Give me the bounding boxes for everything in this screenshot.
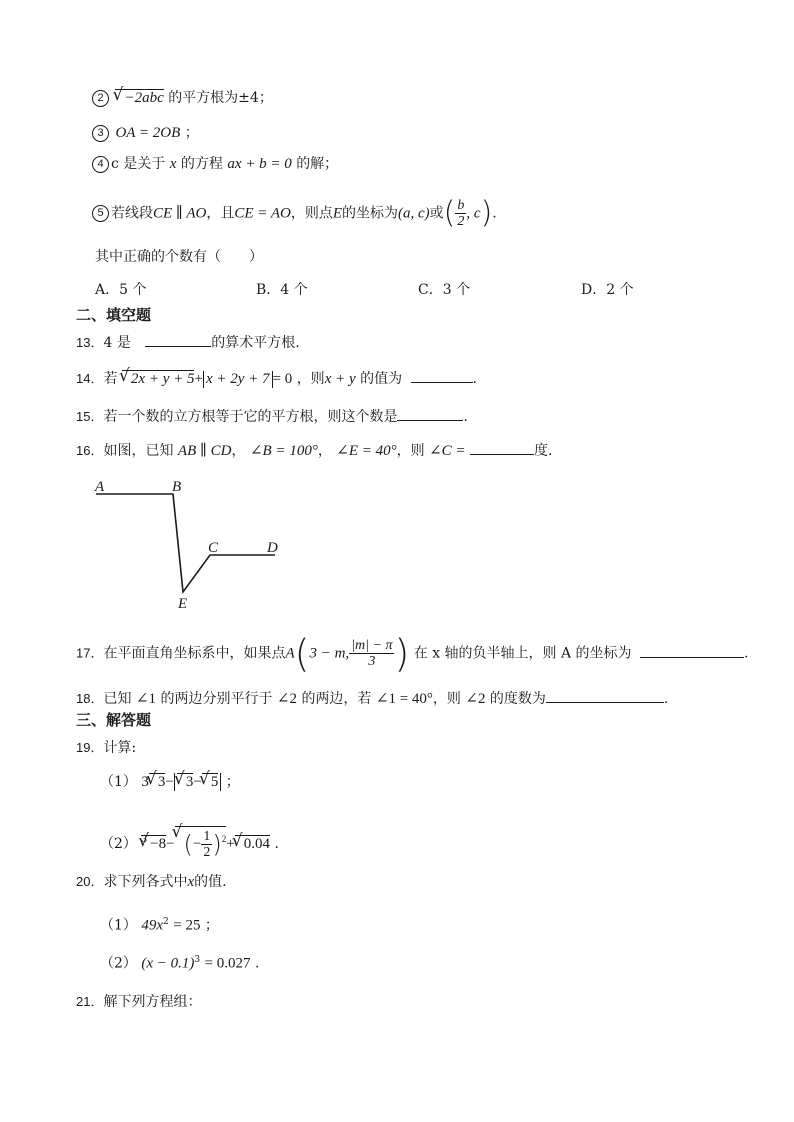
math-point: A <box>285 645 295 662</box>
question-text: 的值为 <box>360 371 403 387</box>
question-15 <box>76 406 468 427</box>
question-text: 解下列方程组： <box>103 994 202 1010</box>
statement-text: 的平方根为±4； <box>168 90 273 106</box>
statement-2 <box>92 88 273 108</box>
paren-right: ) <box>394 631 410 676</box>
math-expr: 3 − m, <box>309 645 350 662</box>
question-text: 已知 <box>103 691 132 707</box>
question-number: 16． <box>76 443 104 458</box>
math-abs <box>174 773 221 791</box>
answer-blank[interactable] <box>470 440 534 455</box>
statement-text: c 是关于 <box>111 156 166 172</box>
math-expr: ∠B = 100° <box>249 443 318 459</box>
question-text: 度. <box>534 443 553 459</box>
question-17 <box>76 631 749 676</box>
question-text: 的度数为 <box>489 691 546 707</box>
question-number: 18． <box>76 691 104 706</box>
root-index: 3 <box>141 835 148 846</box>
question-19 <box>76 738 136 758</box>
math-expr: (x − 0.1) <box>141 955 195 972</box>
math-op: − <box>193 774 202 790</box>
math-coord: (a, c) <box>398 205 430 222</box>
math-sqrt: √ 2x + y + 5 <box>122 370 195 387</box>
math-cbrt: √ −8 <box>141 835 166 852</box>
question-text: 的算术平方根. <box>211 335 300 351</box>
circled-number: 5 <box>92 205 109 222</box>
question-text: 在 x 轴的负半轴上，则 A 的坐标为 <box>413 645 632 662</box>
paren-left: ( <box>183 830 193 859</box>
statement-text: ； <box>184 125 199 141</box>
math-angle: ∠2 <box>276 691 297 707</box>
math-fraction <box>455 198 466 229</box>
math-sqrt: √ −2abc <box>115 89 163 106</box>
math-angle: ∠1 <box>135 691 156 707</box>
question-text: 的两边分别平行于 <box>160 691 273 707</box>
answer-blank[interactable] <box>411 368 473 383</box>
statement-text: ，且 <box>206 205 235 222</box>
question-text: 在平面直角坐标系中，如果点 <box>103 645 286 662</box>
question-text: ，则 <box>296 371 325 387</box>
question-text: 若 <box>103 371 118 387</box>
math-coord: , c <box>466 205 481 222</box>
option-a: A．5 个 <box>95 282 147 298</box>
math-expr: ax + b = 0 <box>227 156 292 172</box>
denominator: 2 <box>203 845 211 860</box>
numerator: b <box>457 198 465 213</box>
math-var: E <box>332 205 343 222</box>
question-text: 的两边，若 <box>301 691 372 707</box>
question-number: 19． <box>76 740 104 755</box>
section-title-solve: 三、解答题 <box>76 712 152 729</box>
question-text: 的值. <box>194 874 227 890</box>
math-expr: AB ∥ CD <box>177 443 232 459</box>
math-abs: x + 2y + 7 <box>203 371 273 388</box>
question-20 <box>76 872 227 892</box>
answer-blank[interactable] <box>546 688 664 703</box>
label-c: C <box>208 540 219 556</box>
exponent: 2 <box>221 833 227 844</box>
question-21 <box>76 992 201 1012</box>
question-19-part-2 <box>100 826 279 860</box>
statement-text: 的坐标为 <box>342 205 399 222</box>
math-op: − <box>192 835 202 852</box>
part-label: （2） <box>100 835 137 852</box>
statement-text: 或 <box>429 205 444 222</box>
question-text: 计算: <box>103 740 137 756</box>
math-expr: 49x <box>141 917 164 934</box>
statement-text: . <box>492 205 497 222</box>
statement-4 <box>92 154 338 174</box>
math-op: + <box>194 371 203 387</box>
circled-number: 3 <box>92 125 109 142</box>
exponent: 3 <box>194 955 201 965</box>
paren-right: ) <box>212 830 222 859</box>
question-20-part-1 <box>100 912 219 936</box>
math-sqrt: √ 3 <box>177 773 194 790</box>
paren-right: ) <box>480 195 493 231</box>
section-title-fill-blank: 二、填空题 <box>76 307 152 324</box>
math-expr: = 25 <box>173 917 201 934</box>
math-expr: CE ∥ AO <box>153 205 207 222</box>
label-d: D <box>267 540 278 556</box>
circled-number: 2 <box>92 90 109 107</box>
math-expr: CE = AO <box>234 205 291 222</box>
question-text: ，则 <box>432 691 461 707</box>
answer-blank[interactable] <box>640 643 744 658</box>
question-number: 14． <box>76 371 104 386</box>
question-20-part-2 <box>100 950 259 974</box>
math-op: − <box>166 835 175 852</box>
math-expr: x + y <box>324 371 356 387</box>
math-sqrt <box>175 826 227 860</box>
question-19-part-1 <box>100 772 240 792</box>
question-number: 21． <box>76 994 104 1009</box>
math-op: + <box>226 835 235 852</box>
question-text: . <box>663 691 669 707</box>
math-coef: 3 <box>141 774 149 790</box>
question-13 <box>76 332 300 353</box>
math-fraction <box>201 829 212 860</box>
punct: ； <box>204 917 219 934</box>
statement-text: 的方程 <box>180 156 223 172</box>
figure-lines <box>96 494 275 592</box>
part-label: （1） <box>100 774 137 790</box>
question-number: 17． <box>76 645 104 661</box>
question-18 <box>76 688 668 709</box>
exponent: 2 <box>163 917 169 927</box>
question-text: . <box>463 409 468 425</box>
math-var: x <box>187 874 195 890</box>
question-text: . <box>472 371 477 387</box>
statement-text: 若线段 <box>111 205 153 222</box>
numerator: 1 <box>203 829 211 844</box>
question-text: 4 是 <box>103 335 131 351</box>
statement-5 <box>92 195 497 231</box>
question-16: 16．如图，已知 AB ∥ CD， ∠B = 100°， ∠E = 40°，则 ∠C = 度. <box>76 440 552 461</box>
label-b: B <box>172 479 182 495</box>
question-number: 20． <box>76 874 104 889</box>
question-text: . <box>744 645 749 662</box>
math-op: = 0 <box>272 371 293 387</box>
math-sqrt: √ 5 <box>202 773 219 790</box>
geometry-figure <box>80 470 300 615</box>
math-sqrt: √ 3 <box>149 773 166 790</box>
question-number: 15． <box>76 409 104 424</box>
statement-text: 的解； <box>296 156 339 172</box>
denominator: 2 <box>457 214 465 229</box>
statement-3 <box>92 123 199 143</box>
label-e: E <box>178 596 188 612</box>
punct: ； <box>225 774 240 790</box>
question-text: 如图，已知 <box>103 443 174 459</box>
option-b: B．4 个 <box>256 282 308 298</box>
math-expr: = 0.027 <box>204 955 251 972</box>
question-number: 13． <box>76 335 104 350</box>
math-var: x <box>169 156 177 172</box>
math-expr: ∠E = 40° <box>336 443 397 459</box>
paren-left: ( <box>294 631 310 676</box>
answer-blank[interactable] <box>397 406 463 421</box>
label-a: A <box>95 479 105 495</box>
math-sqrt: √ 0.04 <box>235 835 270 852</box>
statement-text: ，则点 <box>290 205 333 222</box>
denominator: 3 <box>368 654 376 669</box>
option-d: D．2 个 <box>581 282 634 298</box>
part-label: （2） <box>100 955 137 972</box>
math-expr: ∠C = <box>429 443 466 459</box>
math-angle: ∠1 = 40° <box>375 691 433 707</box>
question-stem: 其中正确的个数有（ ） <box>95 249 263 265</box>
question-text: ，则 <box>396 443 425 459</box>
option-c: C．3 个 <box>418 282 471 298</box>
part-label: （1） <box>100 917 137 934</box>
math-fraction <box>349 638 394 669</box>
numerator: |m| − π <box>351 638 393 653</box>
punct: . <box>274 835 279 852</box>
math-angle: ∠2 <box>465 691 486 707</box>
math-op: − <box>165 774 174 790</box>
question-text: 若一个数的立方根等于它的平方根，则这个数是 <box>103 409 398 425</box>
circled-number: 4 <box>92 156 109 173</box>
paren-left: ( <box>443 195 456 231</box>
question-text: 求下列各式中 <box>103 874 188 890</box>
question-14 <box>76 368 477 389</box>
answer-blank[interactable] <box>145 332 211 347</box>
math-expr: OA = 2OB <box>115 125 181 141</box>
punct: . <box>255 955 260 972</box>
